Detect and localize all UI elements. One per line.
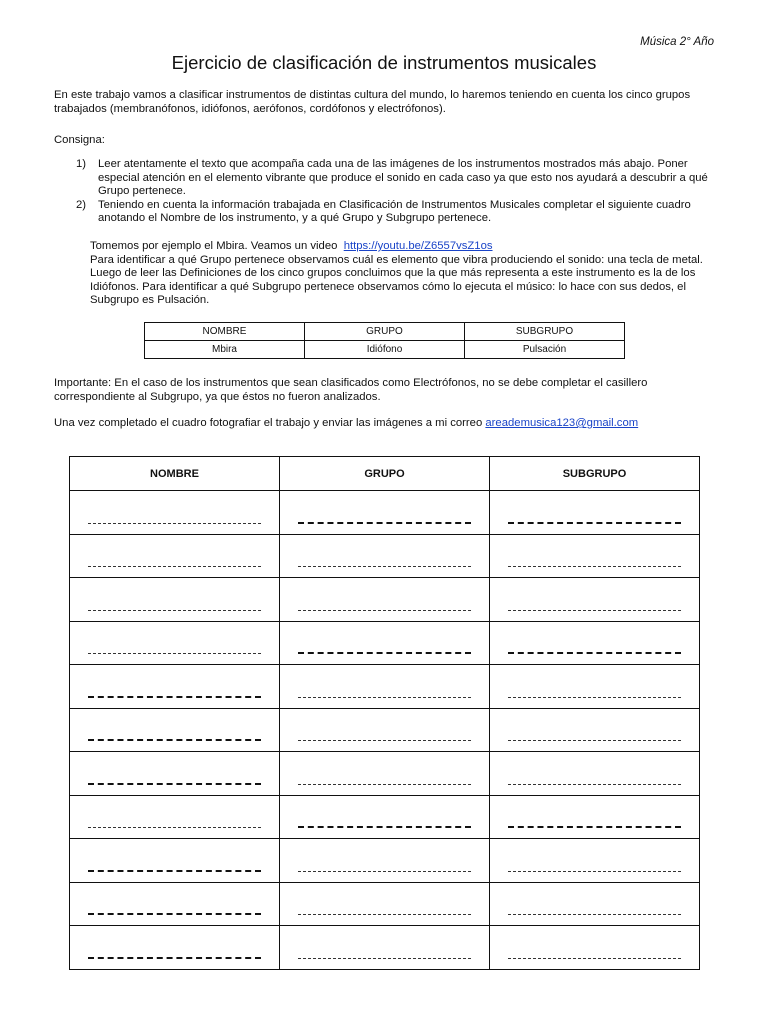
answer-cell-subgrupo[interactable] (490, 882, 700, 926)
answer-cell-nombre[interactable] (70, 621, 280, 665)
header-subgrupo: SUBGRUPO (465, 323, 625, 341)
fill-in-line (508, 610, 681, 611)
fill-in-line (508, 958, 681, 959)
send-text: Una vez completado el cuadro fotografiar el trabajo y enviar las imágenes a mi correo (54, 417, 483, 429)
list-item (76, 158, 722, 199)
fill-in-line (298, 566, 471, 567)
header-nombre: NOMBRE (70, 457, 280, 491)
instructions-list (76, 158, 722, 226)
fill-in-line (88, 783, 261, 785)
answer-cell-grupo[interactable] (280, 752, 490, 796)
fill-in-line (88, 610, 261, 611)
answer-rows (70, 491, 700, 970)
cell-nombre: Mbira (145, 341, 305, 359)
answer-cell-subgrupo[interactable] (490, 491, 700, 535)
answer-cell-nombre[interactable] (70, 839, 280, 883)
answer-cell-nombre[interactable] (70, 752, 280, 796)
fill-in-line (298, 522, 471, 524)
fill-in-line (88, 653, 261, 654)
table-row (145, 341, 625, 359)
example-lead: Tomemos por ejemplo el Mbira. Veamos un video (90, 240, 338, 252)
cell-grupo: Idiófono (305, 341, 465, 359)
header-grupo: GRUPO (305, 323, 465, 341)
answer-cell-nombre[interactable] (70, 491, 280, 535)
answer-cell-nombre[interactable] (70, 534, 280, 578)
fill-in-line (88, 827, 261, 828)
answer-cell-nombre[interactable] (70, 926, 280, 970)
fill-in-line (88, 696, 261, 698)
table-row (70, 665, 700, 709)
list-item-text: Teniendo en cuenta la información trabajada en Clasificación de Instrumentos Musicales completar el siguiente cuadro anotando el Nombre de los instrumento, y a qué Grupo y Subgrupo pertenece. (98, 198, 691, 224)
example-body: Para identificar a qué Grupo pertenece observamos cuál es elemento que vibra produciendo el sonido: una tecla de metal. Luego de leer las Definiciones de los cinco grupos concluimos que la que más representa a este instrumento es la de los Idiófonos. Para identificar a qué Subgrupo pertenece observamos cómo lo ejecuta el músico: lo hace con sus dedos, el Subgrupo es Pulsación. (90, 253, 703, 306)
answer-cell-grupo[interactable] (280, 926, 490, 970)
table-row (70, 926, 700, 970)
answer-cell-subgrupo[interactable] (490, 708, 700, 752)
fill-in-line (298, 784, 471, 785)
answer-cell-subgrupo[interactable] (490, 578, 700, 622)
header-grupo: GRUPO (280, 457, 490, 491)
table-row (70, 752, 700, 796)
fill-in-line (298, 914, 471, 915)
answer-table (69, 456, 700, 970)
example-table (144, 322, 625, 359)
fill-in-line (88, 957, 261, 959)
list-item-number: 2) (76, 198, 87, 211)
answer-cell-subgrupo[interactable] (490, 795, 700, 839)
answer-cell-subgrupo[interactable] (490, 621, 700, 665)
table-row (70, 882, 700, 926)
fill-in-line (88, 523, 261, 524)
fill-in-line (508, 740, 681, 741)
fill-in-line (88, 566, 261, 567)
fill-in-line (88, 739, 261, 741)
answer-cell-nombre[interactable] (70, 578, 280, 622)
answer-cell-subgrupo[interactable] (490, 534, 700, 578)
table-row (70, 708, 700, 752)
table-header-row (145, 323, 625, 341)
answer-cell-grupo[interactable] (280, 839, 490, 883)
fill-in-line (88, 913, 261, 915)
fill-in-line (508, 826, 681, 828)
table-row (70, 839, 700, 883)
header-subgrupo: SUBGRUPO (490, 457, 700, 491)
fill-in-line (298, 697, 471, 698)
fill-in-line (88, 870, 261, 872)
important-note: Importante: En el caso de los instrumentos que sean clasificados como Electrófonos, no se debe completar el casillero correspondiente al Subgrupo, ya que éstos no fueron analizados. (54, 377, 648, 403)
list-item-number: 1) (76, 158, 87, 170)
answer-cell-grupo[interactable] (280, 665, 490, 709)
example-lead-line (90, 240, 720, 254)
answer-cell-subgrupo[interactable] (490, 926, 700, 970)
fill-in-line (298, 740, 471, 741)
intro-paragraph: En este trabajo vamos a clasificar instrumentos de distintas cultura del mundo, lo haremos teniendo en cuenta los cinco grupos trabajados (membranófonos, idiófonos, aerófonos, cordófonos y electrófonos). (54, 89, 691, 115)
fill-in-line (508, 522, 681, 524)
answer-cell-grupo[interactable] (280, 491, 490, 535)
answer-cell-nombre[interactable] (70, 882, 280, 926)
header-nombre: NOMBRE (145, 323, 305, 341)
video-link[interactable]: https://youtu.be/Z6557vsZ1os (343, 240, 493, 252)
answer-cell-grupo[interactable] (280, 578, 490, 622)
email-link[interactable]: areademusica123@gmail.com (485, 417, 639, 429)
fill-in-line (508, 871, 681, 872)
fill-in-line (508, 697, 681, 698)
course-label: Música 2° Año (640, 36, 714, 48)
answer-cell-grupo[interactable] (280, 534, 490, 578)
list-item (76, 199, 722, 226)
answer-cell-subgrupo[interactable] (490, 752, 700, 796)
fill-in-line (298, 652, 471, 654)
example-paragraph (90, 240, 720, 308)
answer-cell-subgrupo[interactable] (490, 665, 700, 709)
list-item-text: Leer atentamente el texto que acompaña cada una de las imágenes de los instrumentos mostrados más abajo. Poner especial atención en el elemento vibrante que produce el sonido en cada caso ya que esto nos ayudará a descubrir a qué Grupo pertenece. (98, 158, 708, 197)
fill-in-line (508, 652, 681, 654)
fill-in-line (298, 610, 471, 611)
answer-cell-grupo[interactable] (280, 882, 490, 926)
table-row (70, 578, 700, 622)
consigna-heading: Consigna: (54, 134, 105, 146)
page-title: Ejercicio de clasificación de instrumentos musicales (171, 52, 597, 73)
table-row (70, 534, 700, 578)
fill-in-line (508, 914, 681, 915)
answer-cell-nombre[interactable] (70, 665, 280, 709)
answer-cell-grupo[interactable] (280, 621, 490, 665)
table-row (70, 795, 700, 839)
fill-in-line (298, 958, 471, 959)
answer-cell-nombre[interactable] (70, 795, 280, 839)
answer-cell-nombre[interactable] (70, 708, 280, 752)
cell-subgrupo: Pulsación (465, 341, 625, 359)
table-row (70, 621, 700, 665)
answer-cell-grupo[interactable] (280, 795, 490, 839)
fill-in-line (508, 784, 681, 785)
fill-in-line (298, 826, 471, 828)
fill-in-line (508, 566, 681, 567)
send-instructions (54, 416, 718, 430)
answer-cell-grupo[interactable] (280, 708, 490, 752)
table-header-row (70, 457, 700, 491)
answer-cell-subgrupo[interactable] (490, 839, 700, 883)
fill-in-line (298, 871, 471, 872)
table-row (70, 491, 700, 535)
